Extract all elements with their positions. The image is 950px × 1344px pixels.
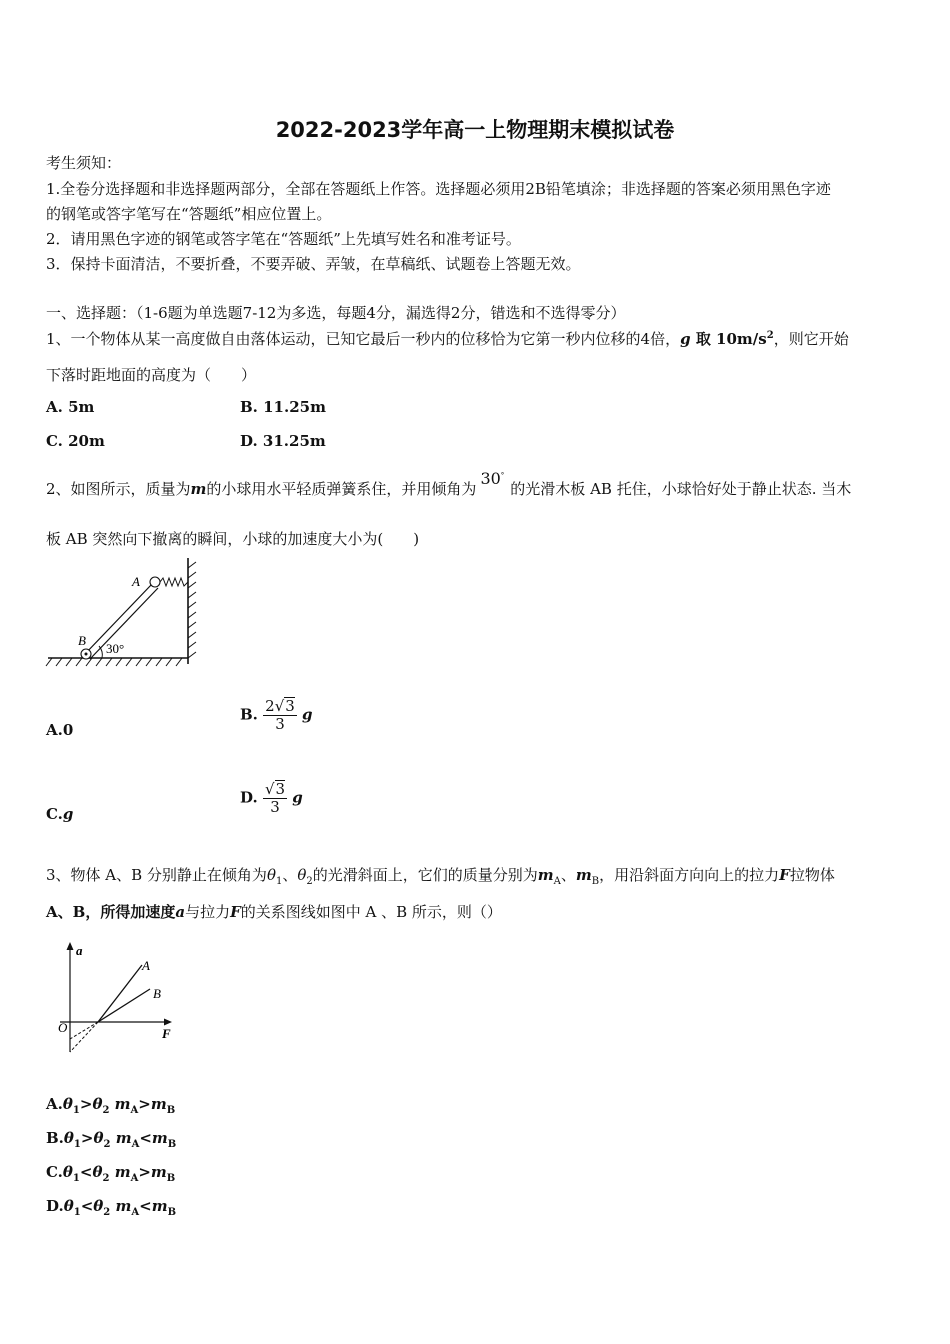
q3-option-b[interactable]: $B.\theta_1>\theta_2$ $m_A<m_B$ bbox=[46, 1129, 177, 1150]
q3-acceleration-force-graph bbox=[54, 940, 184, 1058]
q3-origin-label: O bbox=[58, 1020, 68, 1035]
notice-item-3: 3．保持卡面清洁，不要折叠，不要弄破、弄皱，在草稿纸、试题卷上答题无效。 bbox=[46, 255, 581, 273]
q2-option-c[interactable]: C.g bbox=[46, 805, 74, 823]
notice-item-2: 2．请用黑色字迹的钢笔或答字笔在“答题纸”上先填写姓名和准考证号。 bbox=[46, 230, 521, 248]
q1-stem-line1: 1、一个物体从某一高度做自由落体运动，已知它最后一秒内的位移恰为它第一秒内位移的4倍，g 取 $10m/s^2$，则它开始 bbox=[46, 330, 849, 348]
q3-option-c[interactable]: $C.\theta_1<\theta_2$ $m_A>m_B$ bbox=[46, 1163, 176, 1184]
q3-option-d[interactable]: $D.\theta_1<\theta_2$ $m_A<m_B$ bbox=[46, 1197, 177, 1218]
q1-option-d[interactable]: D. 31.25m bbox=[240, 432, 326, 450]
q3-line-a-label: A bbox=[142, 958, 150, 973]
notice-item-1: 1.全卷分选择题和非选择题两部分，全部在答题纸上作答。选择题必须用2B铅笔填涂；非选择题的答案必须用黑色字迹 bbox=[46, 180, 831, 198]
q3-line-b-label: B bbox=[153, 986, 161, 1001]
q3-axis-f-label: F bbox=[162, 1026, 171, 1041]
q2-stem-line1: 2、如图所示，质量为m的小球用水平轻质弹簧系住，并用倾角为30°的光滑木板 AB 托住，小球恰好处于静止状态. 当木 bbox=[46, 469, 852, 498]
q3-stem-line2: A、B，所得加速度a与拉力F的关系图线如图中 A 、B 所示，则（） bbox=[46, 903, 502, 921]
q2-fig-label-b: B bbox=[78, 633, 86, 648]
q1-option-b[interactable]: B. 11.25m bbox=[240, 398, 326, 416]
q2-incline-figure bbox=[44, 558, 204, 670]
q2-option-a[interactable]: A.0 bbox=[46, 721, 74, 739]
q2-option-d[interactable]: D. $\frac{√3}{3}$ g bbox=[240, 780, 303, 816]
q3-stem-line1: 3、物体 A、B 分别静止在倾角为$\theta_1$、$\theta_2$的光滑斜面上，它们的质量分别为$m_A$、$m_B$，用沿斜面方向向上的拉力F拉物体 bbox=[46, 866, 835, 887]
q2-fig-angle-label: 30° bbox=[106, 641, 125, 656]
q2-fig-label-a: A bbox=[132, 574, 140, 589]
q1-option-a[interactable]: A. 5m bbox=[46, 398, 95, 416]
q2-stem-line2: 板 AB 突然向下撤离的瞬间，小球的加速度大小为( ) bbox=[46, 530, 420, 548]
q3-axis-a-label: a bbox=[76, 943, 83, 958]
page-title: 2022-2023学年高一上物理期末模拟试卷 bbox=[275, 118, 675, 142]
q2-option-b[interactable]: B. $\frac{2√3}{3}$ g bbox=[240, 697, 313, 733]
notice-heading: 考生须知： bbox=[46, 154, 122, 172]
q3-option-a[interactable]: $A.\theta_1>\theta_2$ $m_A>m_B$ bbox=[46, 1095, 176, 1116]
section-heading: 一、选择题：（1-6题为单选题7-12为多选，每题4分，漏选得2分，错选和不选得零分） bbox=[46, 304, 626, 322]
q1-stem-line2: 下落时距地面的高度为（ ） bbox=[46, 366, 257, 384]
q1-option-c[interactable]: C. 20m bbox=[46, 432, 105, 450]
notice-item-1-cont: 的钢笔或答字笔写在“答题纸”相应位置上。 bbox=[46, 205, 332, 223]
